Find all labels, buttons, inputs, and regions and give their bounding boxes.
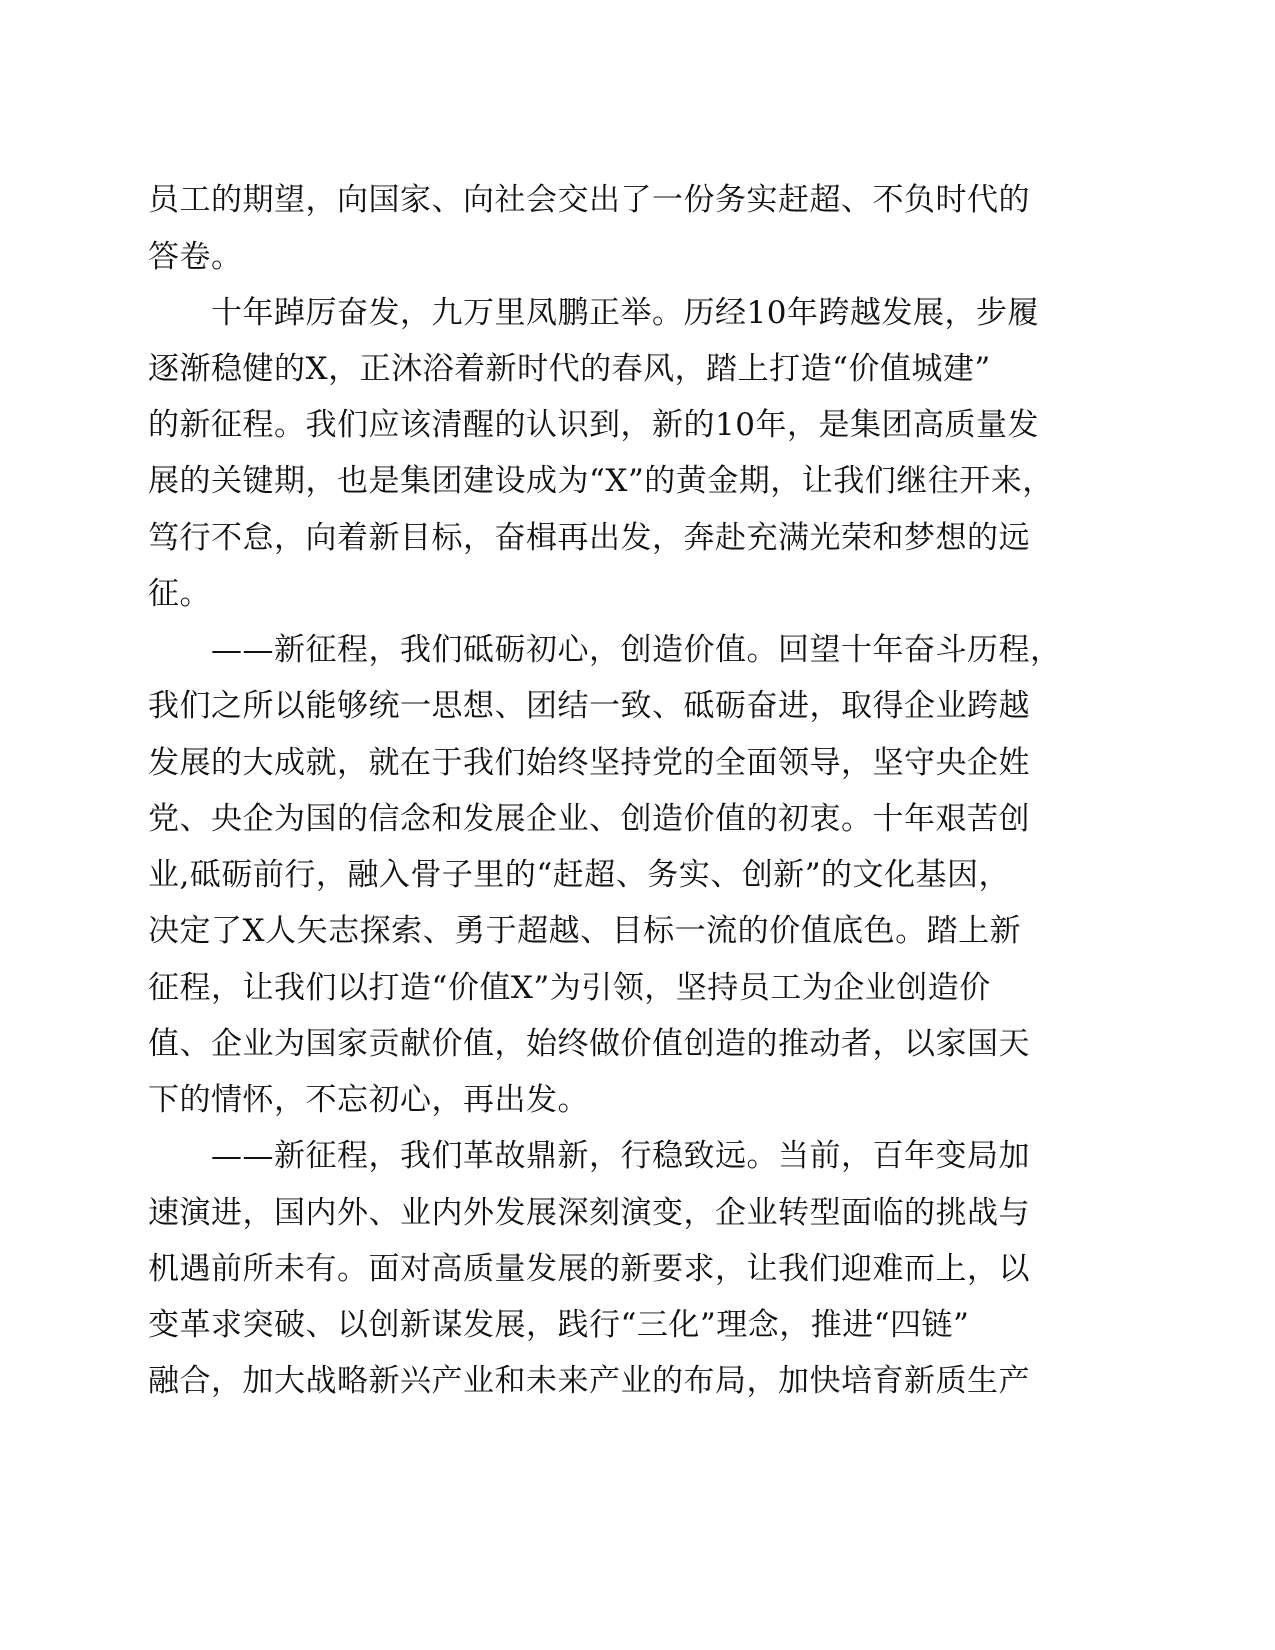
text-line: 党、央企为国的信念和发展企业、创造价值的初衷。十年艰苦创: [148, 801, 1030, 837]
text-line: 征程，让我们以打造“价值X”为引领，坚持员工为企业创造价: [148, 970, 991, 1006]
text-line: 员工的期望，向国家、向社会交出了一份务实赶超、不负时代的: [148, 182, 1030, 218]
text-line: 征。: [148, 576, 211, 612]
text-line: 下的情怀，不忘初心，再出发。: [148, 1082, 589, 1118]
text-line: 展的关键期，也是集团建设成为“X”的黄金期，让我们继往开来，: [148, 463, 1054, 499]
paragraph-first-line: 十年踔厉奋发，九万里凤鹏正举。历经10年跨越发展，步履: [211, 295, 1039, 331]
paragraph-first-line: ——新征程，我们革故鼎新，行稳致远。当前，百年变局加: [211, 1138, 1030, 1174]
text-line: 值、企业为国家贡献价值，始终做价值创造的推动者，以家国天: [148, 1026, 1030, 1062]
text-line: 发展的大成就，就在于我们始终坚持党的全面领导，坚守央企姓: [148, 745, 1030, 781]
text-line: 答卷。: [148, 239, 243, 275]
text-line: 逐渐稳健的X，正沐浴着新时代的春风，踏上打造“价值城建”: [148, 351, 991, 387]
text-line: 机遇前所未有。面对高质量发展的新要求，让我们迎难而上，以: [148, 1251, 1030, 1287]
text-line: 笃行不怠，向着新目标，奋楫再出发，奔赴充满光荣和梦想的远: [148, 520, 1030, 556]
text-line: 融合，加大战略新兴产业和未来产业的布局，加快培育新质生产: [148, 1363, 1030, 1399]
text-line: 速演进，国内外、业内外发展深刻演变，企业转型面临的挑战与: [148, 1195, 1030, 1231]
text-line: 变革求突破、以创新谋发展，践行“三化”理念，推进“四链”: [148, 1307, 970, 1343]
text-line: 我们之所以能够统一思想、团结一致、砥砺奋进，取得企业跨越: [148, 688, 1030, 724]
paragraph-first-line: ——新征程，我们砥砺初心，创造价值。回望十年奋斗历程，: [211, 632, 1062, 668]
text-line: 的新征程。我们应该清醒的认识到，新的10年，是集团高质量发: [148, 407, 1039, 443]
text-line: 业,砥砺前行，融入骨子里的“赶超、务实、创新”的文化基因，: [148, 857, 1011, 893]
text-line: 决定了X人矢志探索、勇于超越、目标一流的价值底色。踏上新: [148, 913, 1022, 949]
